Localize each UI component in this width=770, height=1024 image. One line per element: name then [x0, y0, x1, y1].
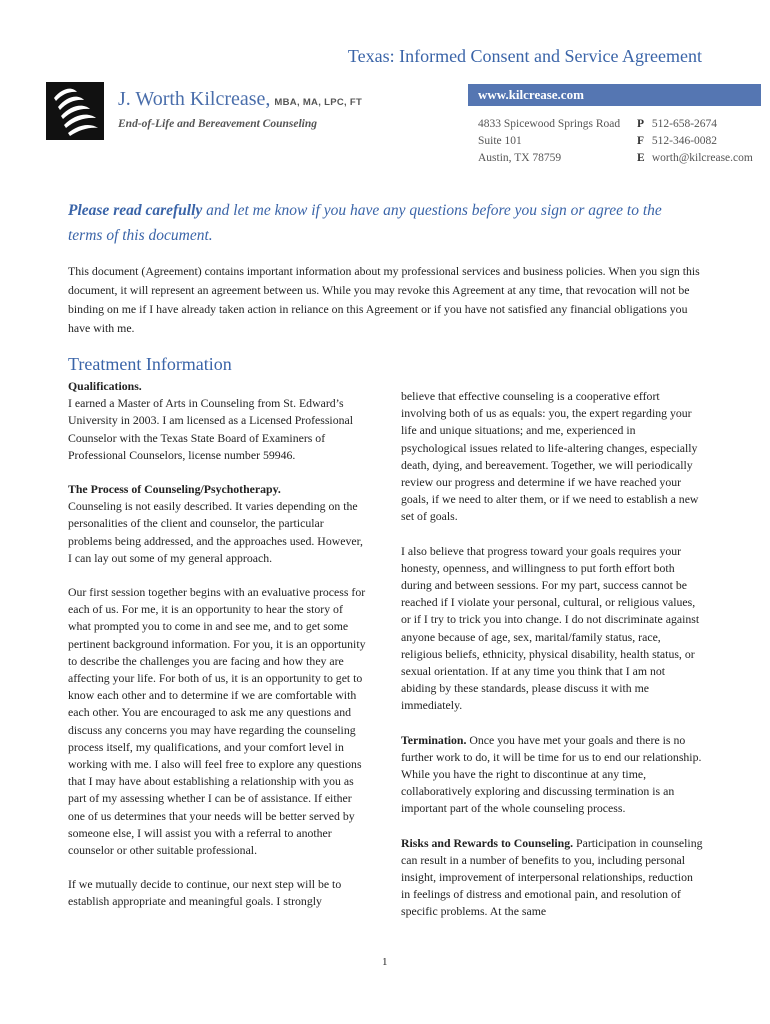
qualifications-heading: Qualifications. [68, 379, 142, 393]
first-session-paragraph: Our first session together begins with an evaluative process for each of us. For me, it is an opportunity to hear the story of what prompted you to come in and see me, and to get some pertinent background information. For you, it is an opportunity to describe the challenges you are facing and how they are affecting your life. For both of us, it is an opportunity to get to know each other and to determine if we are comfortable with each other. You are encouraged to ask me any questions and discuss any concerns you may have regarding the counseling process itself, my qualifications, and your comfort level in working with me. I also will feel free to explore any questions that I may have about establishing a relationship with you as part of my assessing whether I can be of assistance. If either one of us determines that your needs will be better served by someone else, I will assist you with a referral to another counselor or other suitable professional. [68, 585, 366, 858]
email-line [637, 150, 753, 167]
office-address [478, 116, 620, 167]
right-column [401, 388, 703, 938]
progress-paragraph: I also believe that progress toward your goals requires your honesty, openness, and willingness to put forth effort both during and between sessions. For my part, success cannot be reached if I violate your personal, cultural, or religious values, or if I try to trick you into change. I do not discriminate against anyone because of age, sex, marital/family status, race, religious beliefs, ethnicity, physical disability, health status, or sexual orientation. If at any time you think that I am not abiding by these standards, please discuss it with me immediately. [401, 543, 700, 713]
page-number: 1 [382, 956, 388, 968]
address-line: Austin, TX 78759 [478, 152, 562, 164]
process-block [68, 481, 368, 567]
address-line: Suite 101 [478, 135, 522, 147]
counselor-name: J. Worth Kilcrease, [118, 88, 271, 110]
website-link[interactable]: www.kilcrease.com [478, 87, 584, 102]
intro-emphasis: Please read carefully [68, 202, 203, 219]
address-line: 4833 Spicewood Springs Road [478, 118, 621, 130]
risks-heading: Risks and Rewards to Counseling. [401, 835, 574, 850]
hands-logo-icon [46, 82, 104, 140]
termination-block [401, 732, 703, 818]
left-column [68, 378, 368, 928]
intro-notice [68, 198, 698, 248]
contact-info [637, 116, 753, 167]
qualifications-block [68, 378, 368, 464]
termination-text: Once you have met your goals and there is no further work to do, it will be time for us to end our relationship. While you have the right to discontinue at any time, collaboratively exploring and discussing termination is an important part of the whole counseling process. [401, 732, 702, 816]
phone-line [637, 116, 753, 133]
email-value[interactable]: worth@kilcrease.com [651, 152, 753, 164]
believe-paragraph: believe that effective counseling is a cooperative effort involving both of us as equals: you, the expert regarding your life and unique situations; and me, experienced in psychological issues related to life-altering changes, especially death, dying, and bereavement. Together, we will periodically review our progress and determine if we have reached your goals, if we need to alter them, or if we need to establish a new set of goals. [401, 389, 699, 524]
fax-key: F [637, 135, 645, 147]
practice-tagline: End-of-Life and Bereavement Counseling [118, 118, 318, 130]
phone-key: P [637, 118, 645, 130]
termination-heading: Termination. [401, 732, 467, 747]
counselor-credentials: MBA, MA, LPC, FT [274, 97, 363, 108]
intro-text: and let me know if you have any questions before you sign or agree to the terms of this document. [68, 202, 662, 244]
risks-text: Participation in counseling can result in a number of benefits to you, including personal insight, improvement of interpersonal relationships, reduction in feelings of distress and emotional pain, and resolution of specific problems. At the same [401, 835, 703, 919]
risks-block [401, 835, 703, 921]
fax-line [637, 133, 753, 150]
process-heading: The Process of Counseling/Psychotherapy. [68, 482, 281, 497]
phone-value: 512-658-2674 [651, 118, 718, 130]
fax-value: 512-346-0082 [651, 135, 718, 147]
document-title: Texas: Informed Consent and Service Agreement [347, 46, 702, 66]
section-heading: Treatment Information [68, 354, 232, 374]
agreement-paragraph: This document (Agreement) contains important information about my professional services and business policies. When you sign this document, it will represent an agreement between us. While you may revoke this Agreement at any time, that revocation will not be binding on me if I have already taken action in reliance on this Agreement or if you have not satisfied any financial obligations you have with me. [68, 264, 700, 335]
counselor-name-line [118, 88, 362, 111]
continue-paragraph: If we mutually decide to continue, our next step will be to establish appropriate and meaningful goals. I strongly [68, 877, 342, 909]
website-banner [468, 84, 761, 106]
qualifications-text: I earned a Master of Arts in Counseling from St. Edward’s University in 2003. I am licensed as a Licensed Professional Counselor with the Texas State Board of Examiners of Professional Counselors, license number 59946. [68, 396, 354, 462]
process-text: Counseling is not easily described. It varies depending on the personalities of the client and counselor, the particular problems being addressed, and the approaches used. However, I can lay out some of my general approach. [68, 499, 364, 565]
email-key: E [637, 152, 645, 164]
